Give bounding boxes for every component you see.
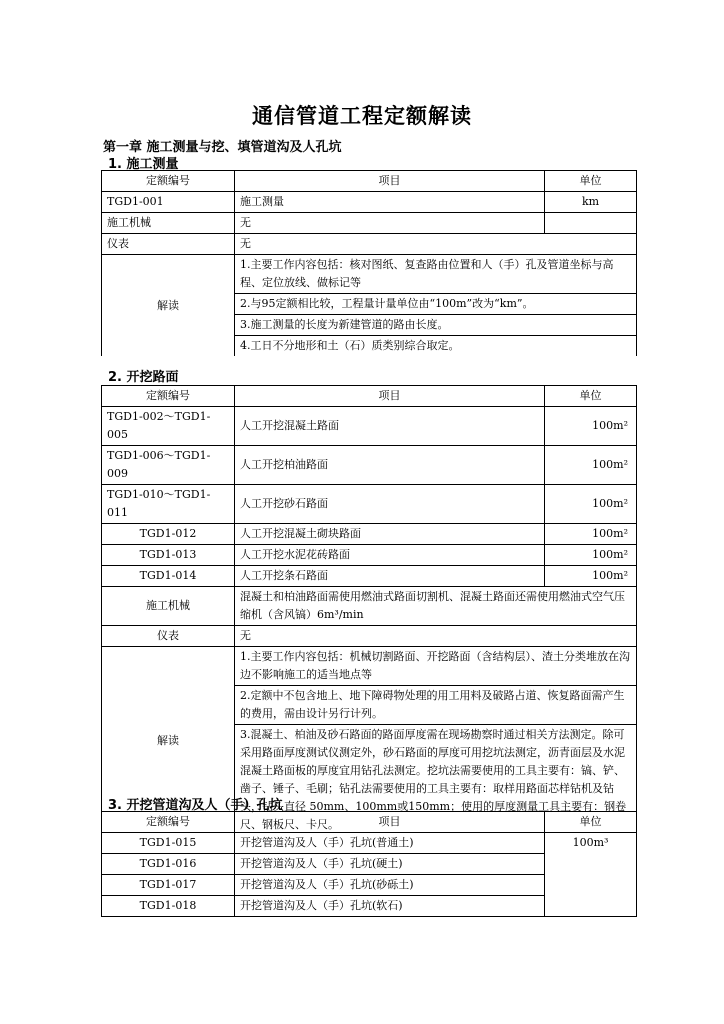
table-header-row: [102, 386, 637, 407]
header-item: 项目: [235, 386, 545, 407]
row-unit: 100m²: [545, 524, 637, 545]
notes-label: 解读: [102, 255, 235, 357]
row-code: TGD1-017: [102, 875, 235, 896]
row-code: TGD1-002～TGD1-005: [102, 407, 235, 446]
row-item: 开挖管道沟及人（手）孔坑(软石): [235, 896, 545, 917]
table-row: [102, 407, 637, 446]
row-item: 人工开挖条石路面: [235, 566, 545, 587]
chapter-heading: 第一章 施工测量与挖、填管道沟及人孔坑: [103, 140, 342, 155]
header-code: 定额编号: [102, 171, 235, 192]
table-row: [102, 626, 637, 647]
row-item: 人工开挖混凝土路面: [235, 407, 545, 446]
row-unit: 100m²: [545, 485, 637, 524]
machinery-value: 无: [235, 213, 545, 234]
table-row: [102, 234, 637, 255]
header-unit: 单位: [545, 386, 637, 407]
note-item: 2.定额中不包含地上、地下障碍物处理的用工用料及破路占道、恢复路面需产生的费用，需由设计另行计列。: [235, 686, 637, 725]
table-row: [102, 446, 637, 485]
notes-label: 解读: [102, 647, 235, 836]
row-code: TGD1-018: [102, 896, 235, 917]
header-unit: 单位: [545, 171, 637, 192]
table-row: [102, 485, 637, 524]
table-row: [102, 566, 637, 587]
table-row: [102, 833, 637, 854]
row-item: 人工开挖水泥花砖路面: [235, 545, 545, 566]
instrument-label: 仪表: [102, 234, 235, 255]
instrument-value: 无: [235, 626, 637, 647]
row-code: TGD1-001: [102, 192, 235, 213]
row-item: 开挖管道沟及人（手）孔坑(硬土): [235, 854, 545, 875]
section2-table: [101, 385, 637, 835]
row-unit: 100m³: [545, 833, 637, 917]
row-unit: 100m²: [545, 407, 637, 446]
header-item: 项目: [235, 812, 545, 833]
note-item: 3.混凝土、柏油及砂石路面的路面厚度需在现场勘察时通过相关方法测定。除可采用路面厚度测试仪测定外，砂石路面的厚度可用挖坑法测定，沥青面层及水泥混凝土路面板的厚度宜用钻孔法测定。挖坑法需要使用的工具主要有：镐、铲、凿子、锤子、毛刷；钻孔法需要使用的工具主要有：取样用路面芯样钻机及钻头，钻头直径 50mm、100mm或150mm；使用的厚度测量工具主要有：钢卷尺、钢板尺、卡尺。: [235, 725, 637, 836]
instrument-value: 无: [235, 234, 637, 255]
note-item: 1.主要工作内容包括：核对图纸、复查路由位置和人（手）孔及管道坐标与高程、定位放线、做标记等: [235, 255, 637, 294]
row-code: TGD1-010～TGD1-011: [102, 485, 235, 524]
row-code: TGD1-006～TGD1-009: [102, 446, 235, 485]
table-header-row: [102, 171, 637, 192]
header-unit: 单位: [545, 812, 637, 833]
row-unit: km: [545, 192, 637, 213]
row-code: TGD1-012: [102, 524, 235, 545]
row-unit: 100m²: [545, 545, 637, 566]
section2-heading: 2. 开挖路面: [108, 370, 179, 385]
note-item: 1.主要工作内容包括：机械切割路面、开挖路面（含结构层）、渣土分类堆放在沟边不影响施工的适当地点等: [235, 647, 637, 686]
row-code: TGD1-015: [102, 833, 235, 854]
row-item: 人工开挖柏油路面: [235, 446, 545, 485]
note-item: 3.施工测量的长度为新建管道的路由长度。: [235, 315, 637, 336]
row-code: TGD1-014: [102, 566, 235, 587]
header-code: 定额编号: [102, 386, 235, 407]
note-item: 4.工日不分地形和土（石）质类别综合取定。: [235, 336, 637, 357]
section3-table: [101, 811, 637, 917]
row-code: TGD1-016: [102, 854, 235, 875]
row-item: 开挖管道沟及人（手）孔坑(普通土): [235, 833, 545, 854]
machinery-label: 施工机械: [102, 587, 235, 626]
section1-table: [101, 170, 637, 356]
header-code: 定额编号: [102, 812, 235, 833]
machinery-value: 混凝土和柏油路面需使用燃油式路面切割机、混凝土路面还需使用燃油式空气压缩机（含风镐）6m³/min: [235, 587, 637, 626]
note-item: 2.与95定额相比较，工程量计量单位由“100m”改为“km”。: [235, 294, 637, 315]
table-row: [102, 524, 637, 545]
document-title: 通信管道工程定额解读: [252, 104, 472, 128]
table-row: [102, 192, 637, 213]
section3-heading: 3. 开挖管道沟及人（手）孔坑: [108, 798, 283, 813]
row-item: 人工开挖砂石路面: [235, 485, 545, 524]
table-row: [102, 213, 637, 234]
header-item: 项目: [235, 171, 545, 192]
instrument-label: 仪表: [102, 626, 235, 647]
row-unit: 100m²: [545, 566, 637, 587]
row-item: 施工测量: [235, 192, 545, 213]
row-code: TGD1-013: [102, 545, 235, 566]
row-unit: 100m²: [545, 446, 637, 485]
machinery-label: 施工机械: [102, 213, 235, 234]
row-item: 开挖管道沟及人（手）孔坑(砂砾土): [235, 875, 545, 896]
table-header-row: [102, 812, 637, 833]
row-item: 人工开挖混凝土砌块路面: [235, 524, 545, 545]
section1-heading: 1. 施工测量: [108, 157, 179, 172]
table-row: [102, 545, 637, 566]
table-row: [102, 587, 637, 626]
